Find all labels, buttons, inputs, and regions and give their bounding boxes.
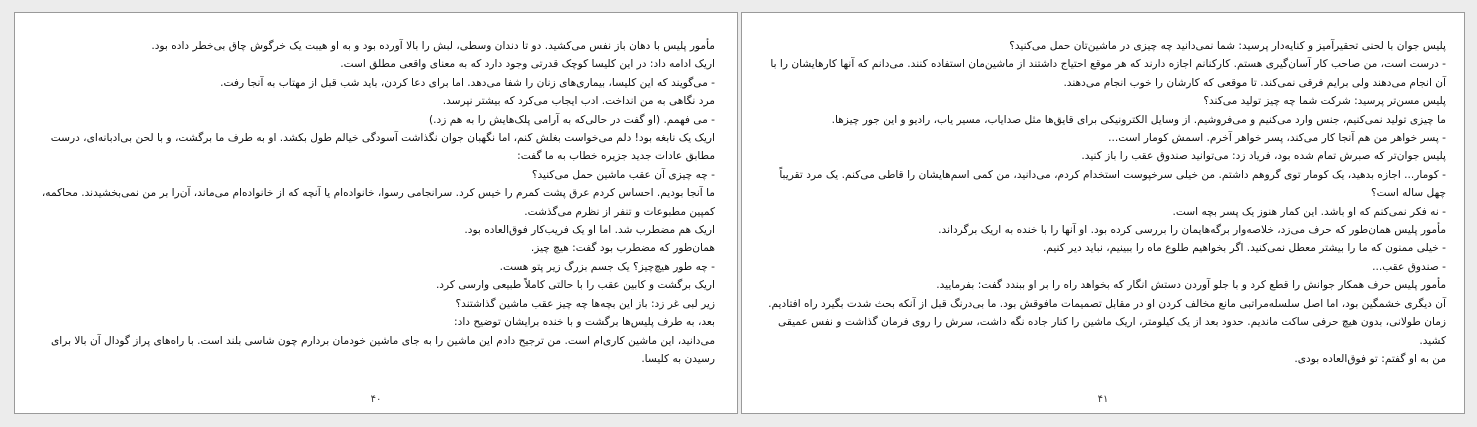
paragraph: می‌دانید، این ماشین کاری‌ام است. من ترجیح دادم این ماشین را به جای ماشین خودمان بردارم چون شاسی بلند است. با راه‌های پراز گودال آن بالا برای رسیدن به کلیسا. <box>50 334 715 365</box>
paragraph: ما آنجا بودیم. احساس کردم عرق پشت کمرم را خیس کرد. سرانجامی رسوا، خانواده‌ام یا آنچه که از خانواده‌ام می‌ماند، آن‌را بر من نمی‌بخشیدند. محاکمه، کمپین مطبوعات و تنفر از نظرم می‌گذشت. <box>41 187 715 218</box>
paragraph: اریک هم مضطرب شد. اما او یک فریب‌کار فوق‌العاده بود. <box>464 224 715 237</box>
paragraph: ما چیزی تولید نمی‌کنیم، جنس وارد می‌کنیم و می‌فروشیم. از وسایل الکترونیکی برای قایق‌ها مثل صدایاب، مسیر یاب، رادیو و این جور چیزها. <box>831 113 1446 126</box>
paragraph: - خیلی ممنون که ما را بیشتر معطل نمی‌کنید. اگر بخواهیم طلوع ماه را ببینیم، نباید دیر کنیم. <box>1042 242 1446 255</box>
paragraph: - کومار... اجازه بدهید، یک کومار توی گروهم داشتم. من خیلی سرخپوست استخدام کردم، می‌دانید، من کمی اسم‌هایشان را قاطی می‌کنم. یک مرد تقریباً چهل ساله است؟ <box>779 168 1446 200</box>
paragraph: مأمور پلیس همان‌طور که حرف می‌زد، خلاصه‌وار برگه‌هایمان را بررسی کرده بود. او آنها را با خنده به اریک برگرداند. <box>938 224 1446 237</box>
paragraph: اریک یک نابغه بود! دلم می‌خواست بغلش کنم، اما نگهبان جوان نگذاشت آسودگی خیالم طول بکشد. او به طرف ما برگشت، و با لحن بی‌ادبانه‌ای، درست مطابق عادات جدید جزیره خطاب به ما گفت: <box>50 132 715 163</box>
page-number: ۴۱ <box>1097 394 1109 405</box>
left-page <box>14 12 738 414</box>
left-page-text <box>27 37 715 368</box>
paragraph: - نه فکر نمی‌کنم که او باشد. این کمار هنوز یک پسر بچه است. <box>1172 205 1446 218</box>
paragraph: - چه چیزی آن عقب ماشین حمل می‌کنید؟ <box>531 168 715 181</box>
paragraph: مرد نگاهی به من انداخت. ادب ایجاب می‌کرد که بیشتر نپرسد. <box>442 95 715 108</box>
paragraph: - می فهمم. (او گفت در حالی‌که به آرامی پلک‌هایش را به هم زد.) <box>429 113 715 126</box>
paragraph: - صندوق عقب... <box>1372 260 1446 273</box>
paragraph: من به او گفتم: تو فوق‌العاده بودی. <box>1294 352 1446 365</box>
right-page-text <box>762 37 1446 368</box>
paragraph: همان‌طور که مضطرب بود گفت: هیچ چیز. <box>530 242 715 255</box>
paragraph: مأمور پلیس حرف همکار جوانش را قطع کرد و با جلو آوردن دستش انگار که بخواهد راه را بر او ببندد گفت: بفرمایید. <box>936 279 1446 292</box>
paragraph: بعد، به طرف پلیس‌ها برگشت و با خنده برایشان توضیح داد: <box>454 316 715 329</box>
paragraph: آن دیگری خشمگین بود، اما اصل سلسله‌مراتبی مانع مخالف کردن او در مقابل تصمیمات مافوقش بود. ما بی‌درنگ قبل از آنکه بحث شدت بگیرد راه افتادیم. <box>768 297 1446 310</box>
paragraph: پلیس مسن‌تر پرسید: شرکت شما چه چیز تولید می‌کند؟ <box>1203 95 1446 108</box>
paragraph: زیر لبی غر زد: باز این بچه‌ها چه چیز عقب ماشین گذاشتند؟ <box>455 297 715 310</box>
paragraph: پلیس جوان‌تر که صبرش تمام شده بود، فریاد زد: می‌توانید صندوق عقب را باز کنید. <box>1081 150 1446 163</box>
paragraph: پلیس جوان با لحنی تحقیرآمیز و کنایه‌دار پرسید: شما نمی‌دانید چه چیزی در ماشین‌تان حمل می‌کنید؟ <box>1009 40 1446 52</box>
paragraph: اریک ادامه داد: در این کلیسا کوچک قدرتی وجود دارد که به معنای واقعی مطلق است. <box>340 58 715 71</box>
paragraph: زمان طولانی، بدون هیچ حرفی ساکت ماندیم. حدود بعد از یک کیلومتر، اریک ماشین را کنار جاده نگه داشت، سرش را روی فرمان گذاشت و نفس عمیقی کشید. <box>777 316 1446 347</box>
paragraph: - چه طور هیچ‌چیز؟ یک جسم بزرگ زیر پتو هست. <box>499 260 715 273</box>
page-number: ۴۰ <box>370 394 382 405</box>
right-page <box>741 12 1465 414</box>
paragraph: - پسر خواهر من هم آنجا کار می‌کند، پسر خواهر آخرم. اسمش کومار است... <box>1108 132 1446 145</box>
paragraph: - درست است، من صاحب کار آسان‌گیری هستم. کارکنانم اجازه دارند که هر موقع احتیاج داشتند از ماشین‌مان استفاده کنند. می‌دانم که آنها کارهایشان را با آن انجام می‌دهند ولی برایم فرقی نمی‌کند. تا موقعی که کارشان را خوب انجام می‌دهند. <box>770 58 1446 89</box>
paragraph: اریک برگشت و کابین عقب را با حالتی کاملاً طبیعی وارسی کرد. <box>435 279 715 292</box>
paragraph: - می‌گویند که این کلیسا، بیماری‌های زنان را شفا می‌دهد. اما برای دعا کردن، باید شب قبل از مهتاب به آنجا رفت. <box>220 76 715 89</box>
paragraph: مأمور پلیس با دهان باز نفس می‌کشید. دو تا دندان وسطی، لبش را بالا آورده بود و به او هیبت یک خرگوش چاق بی‌خطر داده بود. <box>151 40 715 52</box>
